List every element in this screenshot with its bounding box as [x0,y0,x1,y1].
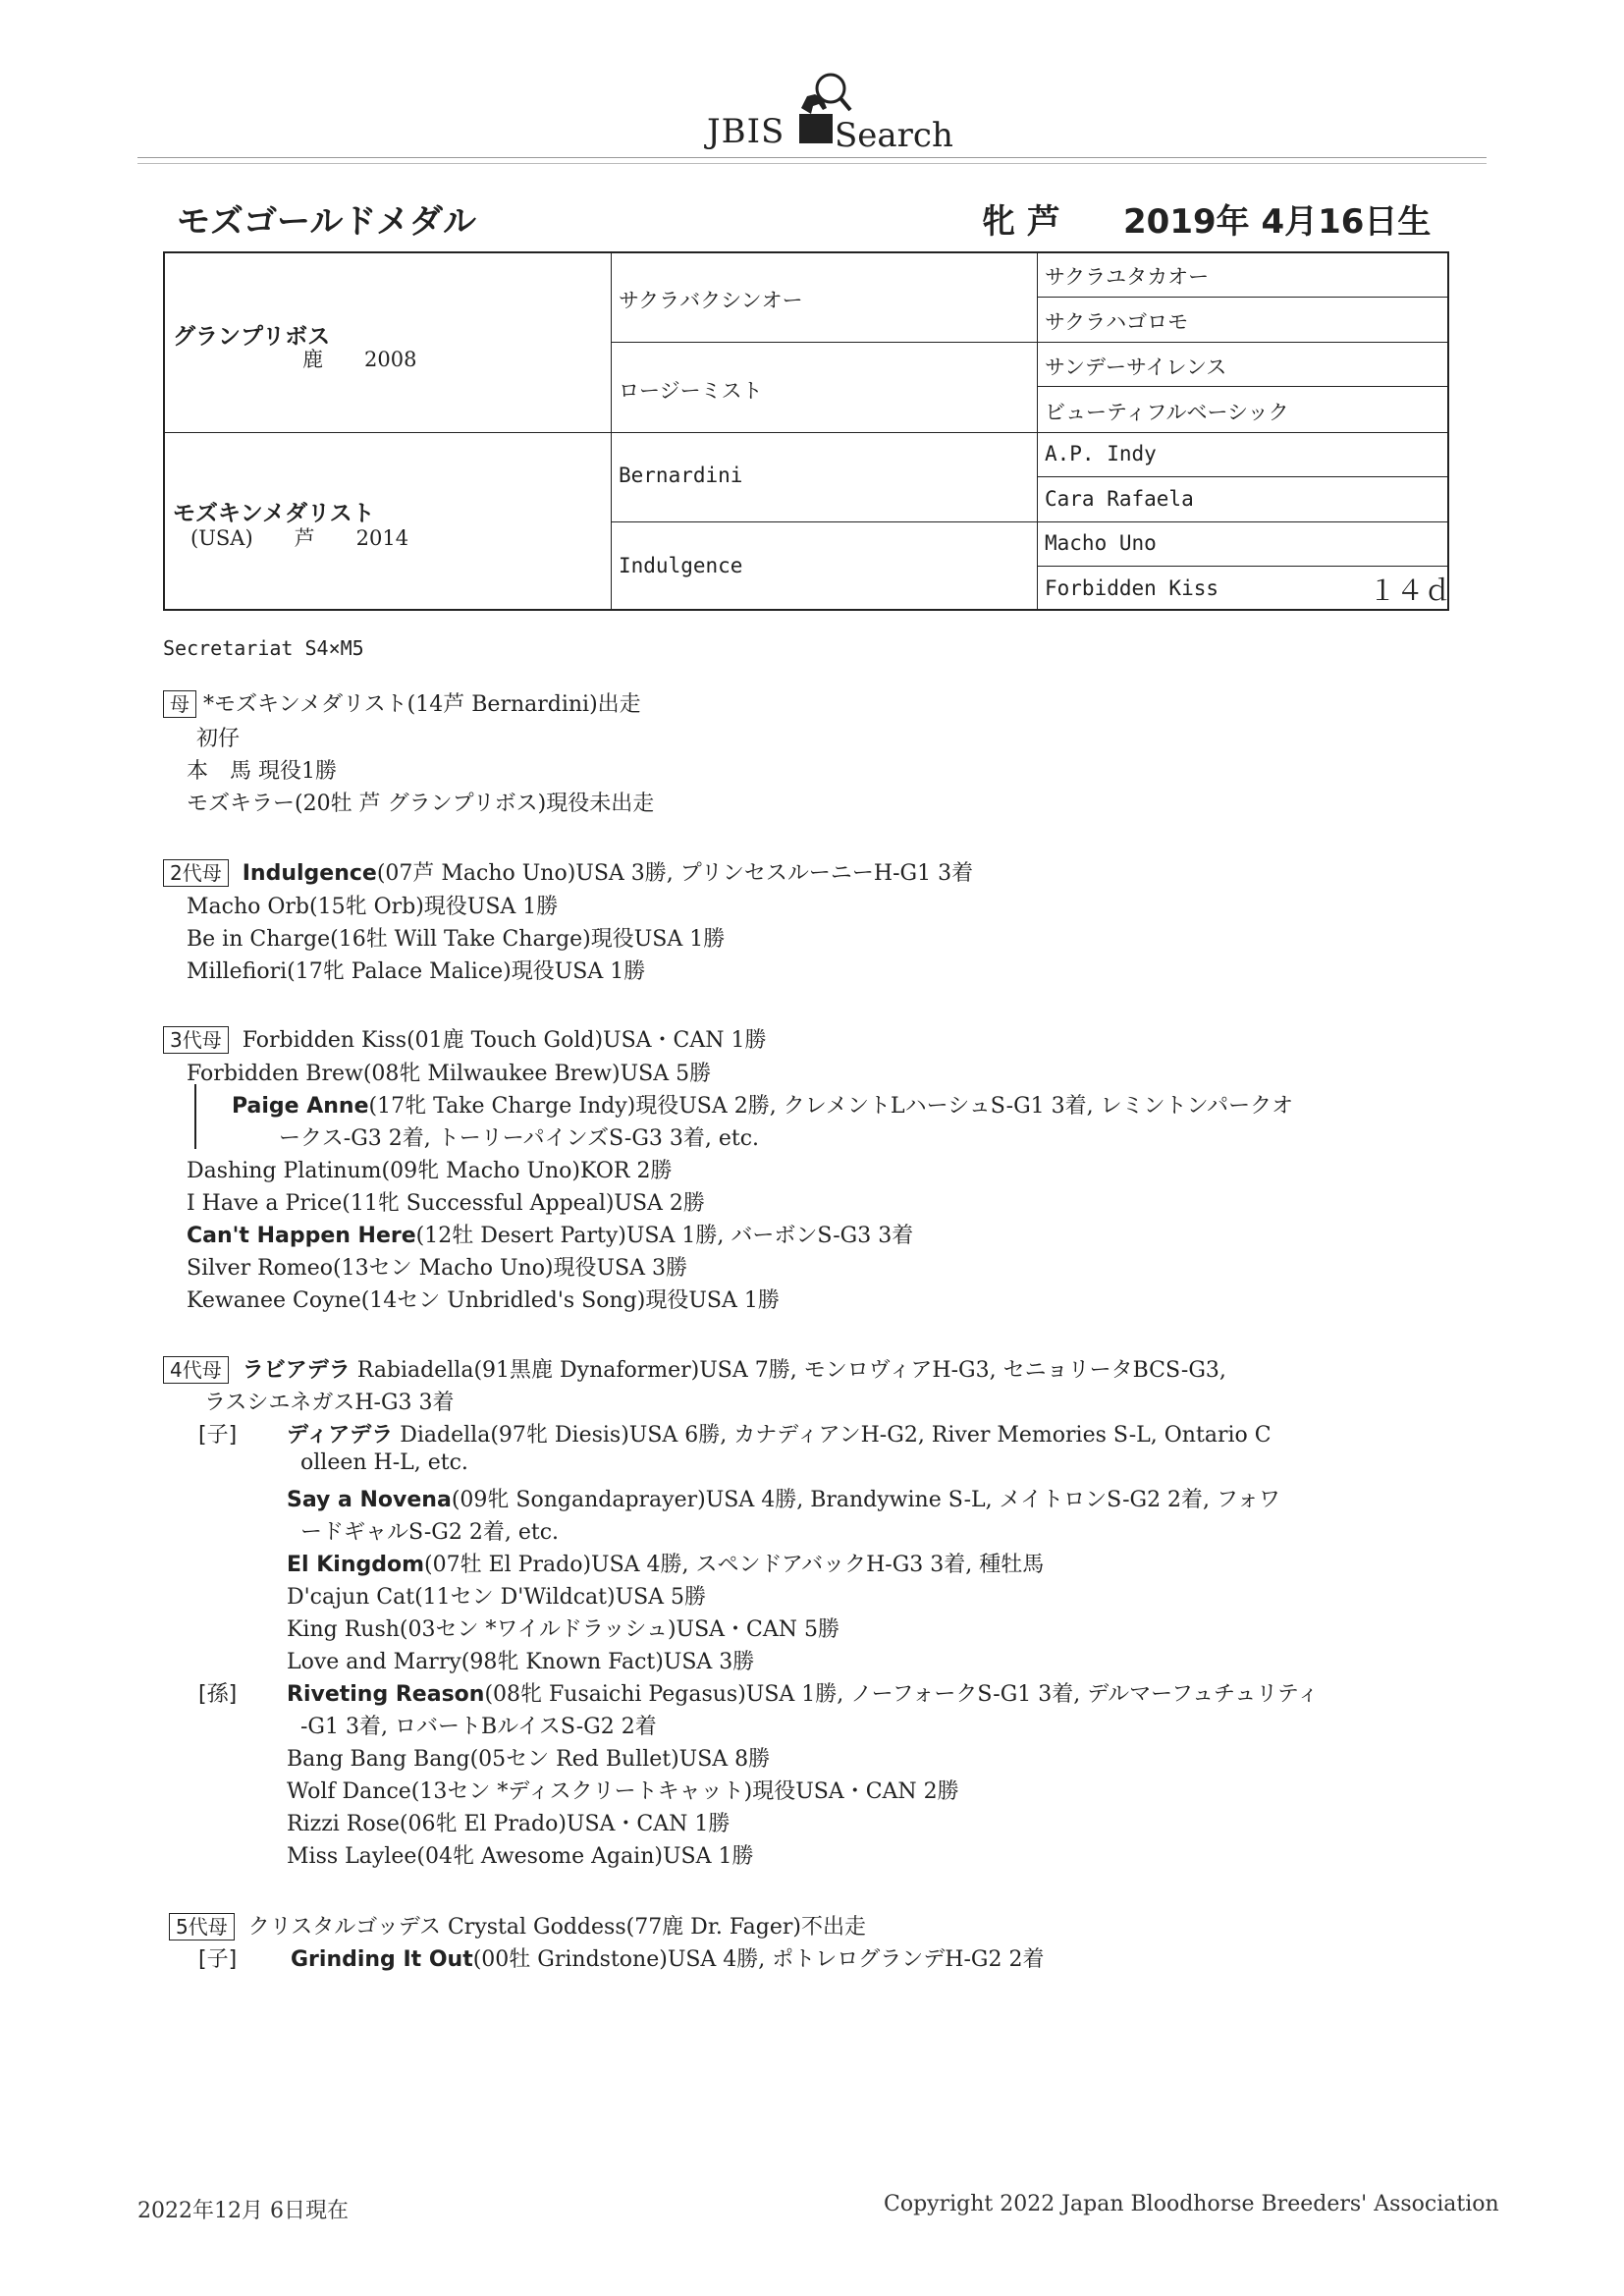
gen4-grand-1-cont: -G1 3着, ロバートBルイスS-G2 2着 [300,1715,657,1739]
jbis-search-logo [687,69,962,157]
gen2-head [163,856,973,887]
horse-name: モズゴールドメダル [177,202,476,242]
grandchild-tag: [孫] [198,1682,238,1707]
dsd: Cara Rafaela [1045,487,1194,511]
gen5-c1-name: Grinding It Out [291,1947,473,1972]
sss: サクラユタカオー [1045,265,1210,289]
gen5-label: 5代母 [169,1913,235,1941]
gen4-child-2 [287,1483,1280,1513]
gen3-line-4: I Have a Price(11牝 Successful Appeal)USA 2勝 [187,1191,705,1216]
gen4-label: 4代母 [163,1356,229,1384]
gen1-label: 母 [163,690,196,718]
ssd: サクラハゴロモ [1045,310,1189,334]
gen3-l2-name: Paige Anne [232,1094,369,1119]
gen4-child-5: King Rush(03セン *ワイルドラッシュ)USA・CAN 5勝 [287,1617,839,1642]
gen2-line-2: Millefiori(17牝 Palace Malice)現役USA 1勝 [187,959,646,984]
gen4-c1-record: Diadella(97牝 Diesis)USA 6勝, カナディアンH-G2, River Memories S-L, Ontario C [393,1423,1272,1448]
sire-sire: サクラバクシンオー [619,289,803,312]
sds: サンデーサイレンス [1045,355,1227,379]
gen2-label: 2代母 [163,859,229,887]
sire-dam: ロージーミスト [619,379,763,403]
dam-name: モズキンメダリスト [173,501,375,526]
gen4-head-cont: ラスシエネガスH-G3 3着 [204,1391,455,1415]
gen4-grand-2: Bang Bang Bang(05セン Red Bullet)USA 8勝 [287,1747,771,1772]
dam-sire: Bernardini [619,464,743,487]
header-rule-2 [137,163,1487,164]
bracket-line [194,1084,196,1149]
gen3-name: Forbidden Kiss(01鹿 Touch Gold)USA・CAN 1勝 [242,1028,767,1053]
gen4-child-1-cont: olleen H-L, etc. [300,1450,468,1475]
gen5-head [169,1910,866,1941]
gen4-c3-record: (07牡 El Prado)USA 4勝, スペンドアバックH-G3 3着, 種牡馬 [424,1553,1045,1577]
gen4-grand-5: Miss Laylee(04牝 Awesome Again)USA 1勝 [287,1844,754,1869]
dds: Macho Uno [1045,531,1157,555]
gen5-c1-record: (00牡 Grindstone)USA 4勝, ポトレログランデH-G2 2着 [472,1947,1045,1972]
gen3-label: 3代母 [163,1026,229,1054]
gen4-child-2-cont: ードギャルS-G2 2着, etc. [300,1520,560,1545]
gen1-line-3: モズキラー(20牡 芦 グランプリボス)現役未出走 [187,792,655,816]
logo-jbis-text: JBIS [707,112,785,151]
logo-search-text: Search [835,116,953,155]
footer-date: 2022年12月 6日現在 [137,2199,349,2223]
gen5-child-tag: [子] [198,1947,238,1972]
inbreeding-note: Secretariat S4×M5 [163,636,364,660]
sire-info: 鹿 2008 [302,348,417,371]
gen4-name: ラビアデラ [242,1358,351,1383]
gen2-name: Indulgence [242,861,377,886]
gen4-c1-name: ディアデラ [287,1423,394,1448]
gen4-grand-3: Wolf Dance(13セン *ディスクリートキャット)現役USA・CAN 2勝 [287,1779,959,1804]
gen2-line-1: Be in Charge(16牡 Will Take Charge)現役USA 1勝 [187,927,726,952]
horse-sex-color: 牝 芦 [982,202,1060,242]
gen1-line-2: 本 馬 現役1勝 [187,759,337,784]
gen3-head [163,1023,767,1054]
gen4-c3-name: El Kingdom [287,1553,425,1577]
gen4-child-4: D'cajun Cat(11セン D'Wildcat)USA 5勝 [287,1585,707,1610]
gen2-line-0: Macho Orb(15牝 Orb)現役USA 1勝 [187,895,559,919]
gen5-child-1 [291,1942,1044,1973]
gen4-g1-record: (08牝 Fusaichi Pegasus)USA 1勝, ノーフォークS-G1 3着, デルマーフュチュリティ [484,1682,1320,1707]
dam-dam: Indulgence [619,554,743,577]
gen4-child-6: Love and Marry(98牝 Known Fact)USA 3勝 [287,1650,755,1674]
child-tag: [子] [198,1423,238,1448]
gen4-child-1 [287,1418,1272,1449]
gen4-record: Rabiadella(91黒鹿 Dynaformer)USA 7勝, モンロヴィアH-G3, セニョリータBCS-G3, [350,1358,1226,1383]
ddd: Forbidden Kiss [1045,576,1219,600]
gen1-head [163,687,641,718]
sire-name: グランプリボス [173,324,331,350]
gen4-head [163,1353,1226,1384]
gen3-line-1: Forbidden Brew(08牝 Milwaukee Brew)USA 5勝 [187,1062,712,1086]
header-rule [137,157,1487,158]
gen4-child-3 [287,1548,1044,1578]
sdd: ビューティフルベーシック [1045,401,1289,424]
dam-info: (USA) 芦 2014 [190,526,409,550]
gen4-g1-name: Riveting Reason [287,1682,485,1707]
gen3-l2-record: (17牝 Take Charge Indy)現役USA 2勝, クレメントLハーシュS-G1 3着, レミントンパークオ [368,1094,1294,1119]
gen3-line-2-cont: ークス-G3 2着, トーリーパインズS-G3 3着, etc. [279,1126,760,1151]
gen4-c2-name: Say a Novena [287,1488,452,1512]
gen3-line-3: Dashing Platinum(09牝 Macho Uno)KOR 2勝 [187,1159,673,1183]
gen5-name: クリスタルゴッデス Crystal Goddess(77鹿 Dr. Fager)不出走 [247,1915,866,1940]
gen4-grand-4: Rizzi Rose(06牝 El Prado)USA・CAN 1勝 [287,1812,731,1836]
gen3-line-5 [187,1219,913,1249]
gen4-grand-1 [287,1677,1319,1708]
gen3-line-6: Silver Romeo(13セン Macho Uno)現役USA 3勝 [187,1256,688,1281]
gen3-l5-name: Can't Happen Here [187,1224,416,1248]
gen1-line-0: *モズキンメダリスト(14芦 Bernardini)出走 [203,692,641,717]
gen3-line-7: Kewanee Coyne(14セン Unbridled's Song)現役USA 1勝 [187,1288,780,1313]
family-number: １４ｄ [1369,574,1452,607]
horse-birth-date: 2019年 4月16日生 [1123,202,1432,242]
pedigree-table [163,251,1452,611]
footer-copyright: Copyright 2022 Japan Bloodhorse Breeders' Association [884,2192,1499,2216]
dss: A.P. Indy [1045,442,1157,465]
gen2-record: (07芦 Macho Uno)USA 3勝, プリンセスルーニーH-G1 3着 [376,861,974,886]
gen3-l5-record: (12牡 Desert Party)USA 1勝, バーボンS-G3 3着 [415,1224,914,1248]
gen3-line-2 [232,1089,1293,1120]
gen1-line-1: 初仔 [196,727,241,751]
gen4-c2-record: (09牝 Songandaprayer)USA 4勝, Brandywine S-L, メイトロンS-G2 2着, フォワ [451,1488,1280,1512]
